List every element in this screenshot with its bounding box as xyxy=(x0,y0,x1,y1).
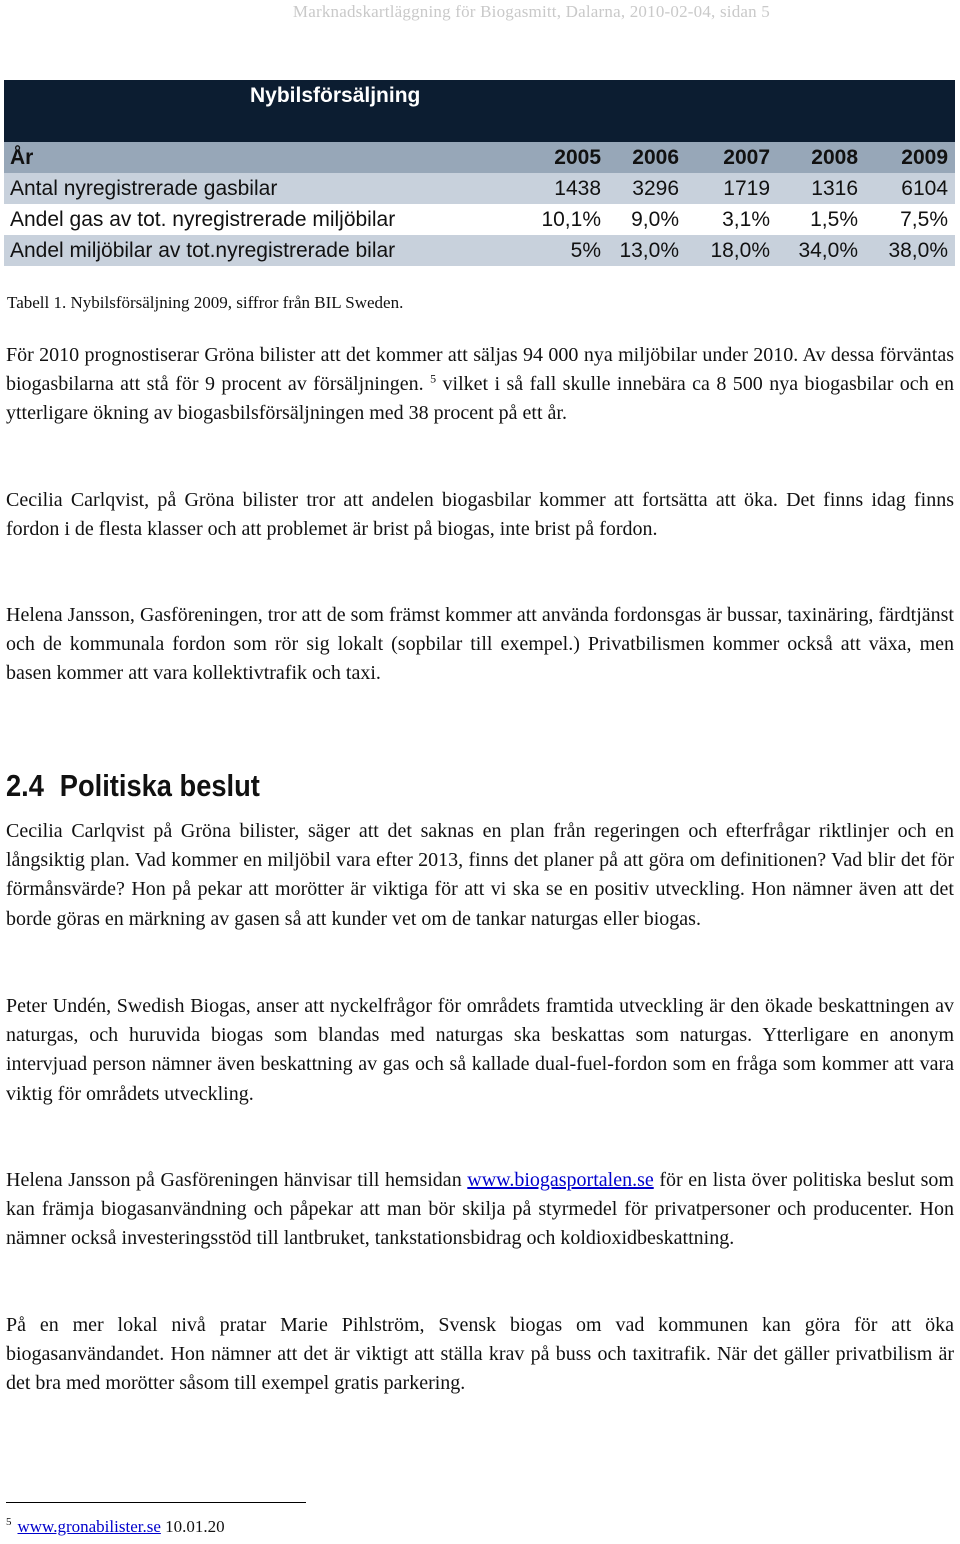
footnote-mark: 5 xyxy=(6,1516,12,1529)
row-label: Andel miljöbilar av tot.nyregistrerade bilar xyxy=(10,238,396,262)
gronabilister-link[interactable]: www.gronabilister.se xyxy=(17,1517,161,1536)
paragraph-pihlstrom: På en mer lokal nivå pratar Marie Pihlström, Svensk biogas om vad kommunen kan göra för att öka biogasanvändandet. Hon nämner att det är viktigt att ställa krav på buss och taxitrafik. När det gäller privatbilism är det bra med morötter såsom till exempel gratis parkering. xyxy=(6,1314,954,1395)
paragraph-jansson: Helena Jansson, Gasföreningen, tror att de som främst kommer att använda fordonsgas är bussar, taxinäring, färdtjänst och de kommunala fordon som rör sig lokalt (sopbilar till exempel.) Privatbilismen kommer också att växa, men basen kommer att vara kollektivtrafik och taxi. xyxy=(6,604,954,685)
table-cell: 38,0% xyxy=(888,238,948,262)
table-header-cell: 2009 xyxy=(901,145,948,169)
footnote-date: 10.01.20 xyxy=(160,1517,225,1536)
table-row xyxy=(4,173,955,204)
table-cell: 1,5% xyxy=(810,207,858,231)
biogasportalen-link[interactable]: www.biogasportalen.se xyxy=(467,1169,654,1191)
table-cell: 10,1% xyxy=(541,207,601,231)
table-cell: 5% xyxy=(570,238,601,262)
table-header-cell: 2007 xyxy=(723,145,770,169)
footnote-separator xyxy=(6,1502,306,1503)
paragraph-text: För 2010 prognostiserar Gröna bilister att det kommer att säljas 94 000 nya miljöbilar under 2010. Av dessa förväntas biogasbilarna att stå för 9 procent av försäljningen. xyxy=(6,344,954,396)
paragraph-text: Helena Jansson på Gasföreningen hänvisar till hemsidan xyxy=(6,1169,468,1191)
paragraph-text: för en lista över politiska beslut som kan främja biogasanvändning och påpekar att man bör skilja på styrmedel för privatpersoner och producenter. Hon nämner också investeringsstöd till lantbruket, tankstationsbidrag och koldioxidbeskattning. xyxy=(6,1169,954,1250)
table-cell: 18,0% xyxy=(710,238,770,262)
paragraph-gasforeningen xyxy=(6,1166,954,1254)
paragraph-carlqvist: Cecilia Carlqvist, på Gröna bilister tror att andelen biogasbilar kommer att fortsätta att öka. Det finns idag finns fordon i de flesta klasser och att problemet är brist på biogas, inte brist på fordon. xyxy=(6,489,954,541)
table-cell: 13,0% xyxy=(619,238,679,262)
table-header-cell: 2006 xyxy=(632,145,679,169)
section-number: 2.4 xyxy=(6,768,44,803)
table-cell: 1719 xyxy=(723,176,770,200)
table-header-cell: 2008 xyxy=(811,145,858,169)
paragraph-forecast xyxy=(6,341,954,429)
table-cell: 34,0% xyxy=(798,238,858,262)
paragraph-unden: Peter Undén, Swedish Biogas, anser att nyckelfrågor för områdets framtida utveckling är den ökade beskattningen av naturgas, och huruvida biogas som blandas med naturgas ska beskattas som naturgas. Ytterligare en anonym intervjuad person nämner även beskattning av gas och så kallade dual-fuel-fordon som en fråga som kommer att vara viktig för områdets utveckling. xyxy=(6,995,954,1105)
table-cell: 3296 xyxy=(632,176,679,200)
table-header-cell: 2005 xyxy=(554,145,601,169)
table-cell: 3,1% xyxy=(722,207,770,231)
row-label: Antal nyregistrerade gasbilar xyxy=(10,176,278,200)
section-heading xyxy=(6,768,260,804)
footnote xyxy=(6,1517,225,1537)
row-label: Andel gas av tot. nyregistrerade miljöbilar xyxy=(10,207,396,231)
table-cell: 1316 xyxy=(811,176,858,200)
table-header-row xyxy=(4,142,955,173)
paragraph-text: vilket i så fall skulle innebära ca 8 500 nya biogasbilar och en ytterligare ökning av biogasbilsförsäljningen med 38 procent på ett år. xyxy=(6,373,954,425)
table-header-label: År xyxy=(10,145,34,169)
page-header: Marknadskartläggning för Biogasmitt, Dalarna, 2010-02-04, sidan 5 xyxy=(292,2,770,21)
table-cell: 7,5% xyxy=(900,207,948,231)
table-row xyxy=(4,235,955,266)
table-cell: 6104 xyxy=(901,176,948,200)
paragraph-policy-carlqvist: Cecilia Carlqvist på Gröna bilister, säger att det saknas en plan från regeringen och efterfrågar riktlinjer och en långsiktig plan. Vad kommer en miljöbil vara efter 2013, finns det planer på att göra om definitionen? Vad blir det för förmånsvärde? Hon på pekar att morötter är viktiga för att vi ska se en positiv utveckling. Hon nämner även att det borde göras en märkning av gasen så att kunder vet om de tankar naturgas eller biogas. xyxy=(6,820,954,930)
sales-table xyxy=(4,80,955,266)
table-row xyxy=(4,204,955,235)
table-cell: 9,0% xyxy=(631,207,679,231)
table-title: Nybilsförsäljning xyxy=(4,80,955,142)
footnote-ref: 5 xyxy=(430,371,437,386)
table-caption: Tabell 1. Nybilsförsäljning 2009, siffror från BIL Sweden. xyxy=(7,293,404,312)
table-cell: 1438 xyxy=(554,176,601,200)
section-title: Politiska beslut xyxy=(59,768,260,803)
